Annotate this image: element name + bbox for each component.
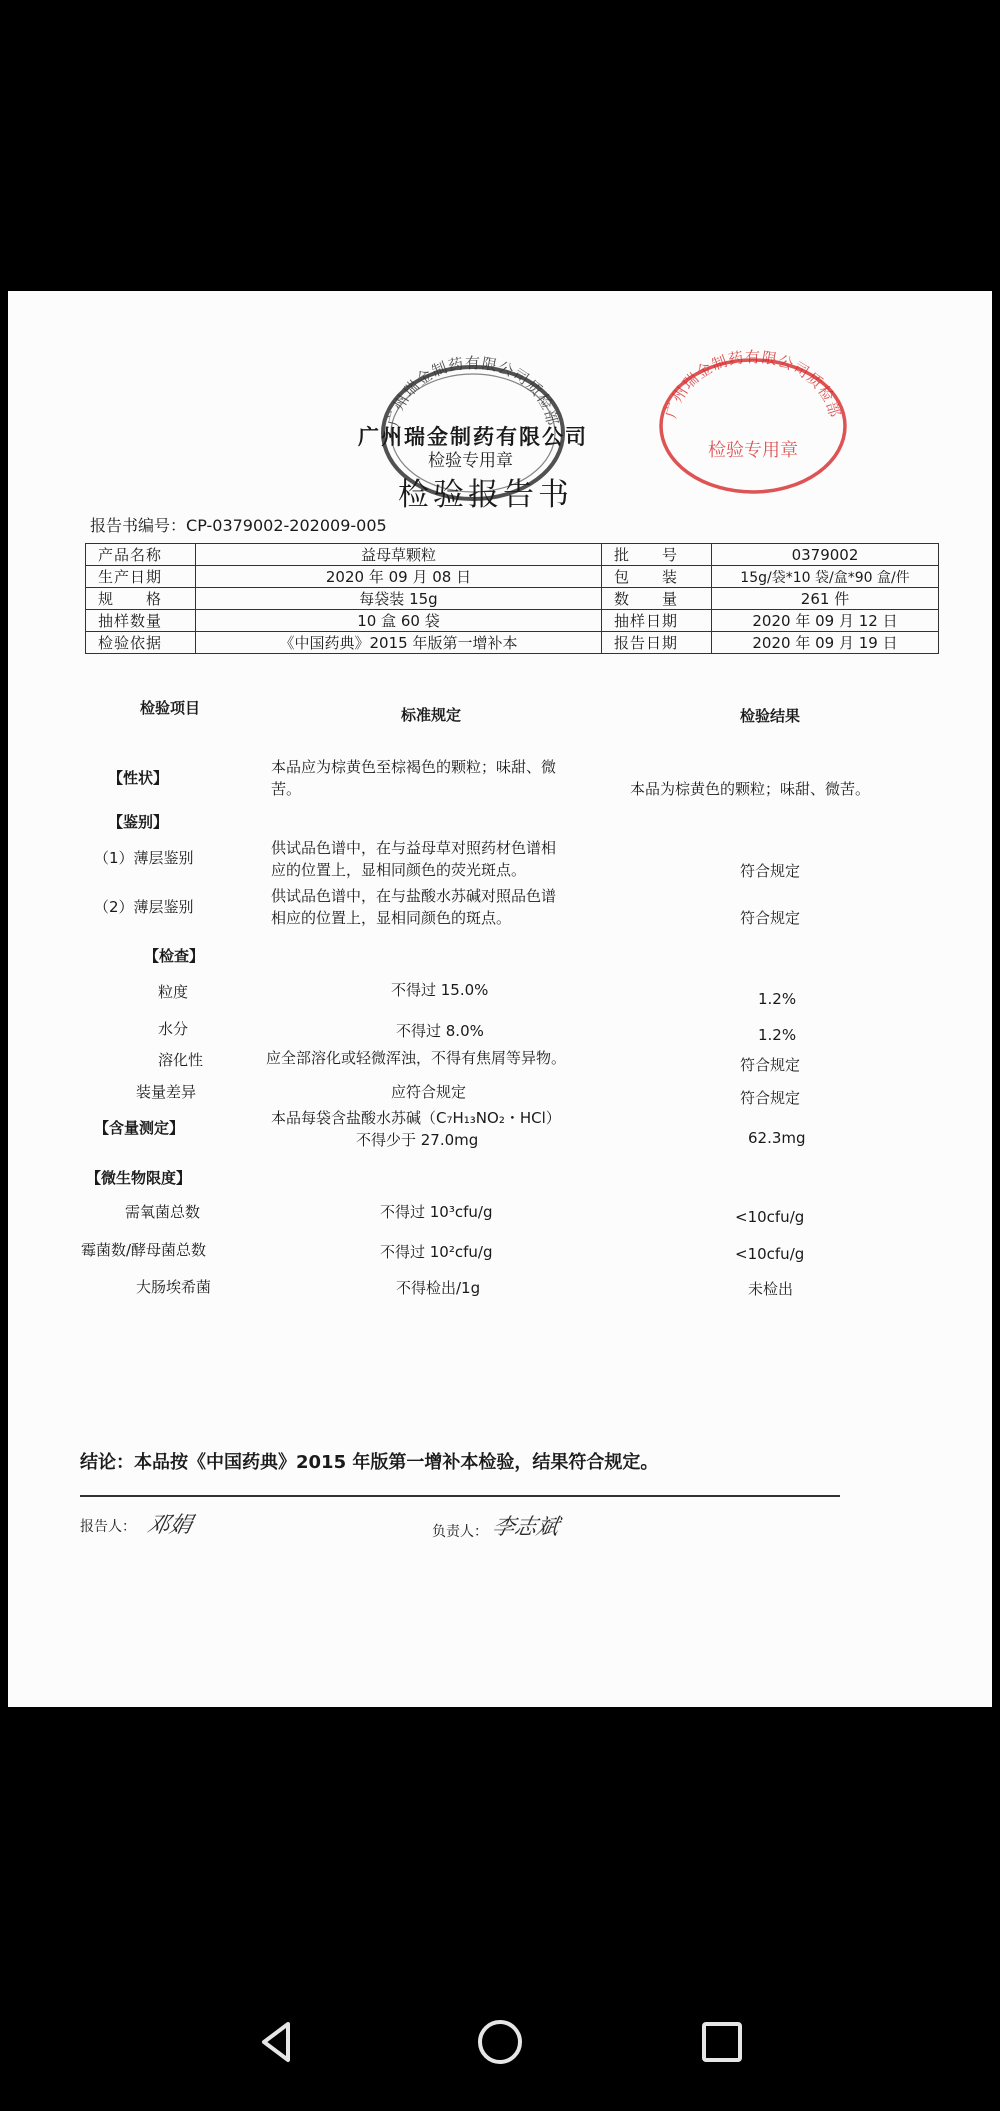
traits-standard-line-1: 本品应为棕黄色至棕褐色的颗粒；味甜、微 <box>271 758 557 776</box>
tlc-2-standard <box>271 885 556 929</box>
reporter-signature: 邓娟 <box>144 1513 195 1538</box>
column-header-result: 检验结果 <box>740 707 801 725</box>
table-row <box>86 566 939 588</box>
home-button[interactable] <box>470 2012 530 2072</box>
spec-value: 每袋装 15g <box>196 588 602 610</box>
checks-section: 【检查】 <box>144 947 205 965</box>
navigation-bar <box>0 1980 1000 2111</box>
company-name: 广州瑞金制药有限公司 <box>358 425 588 449</box>
quantity-label: 数 量 <box>602 588 712 610</box>
assay-section: 【含量测定】 <box>94 1119 185 1137</box>
packaging-value: 15g/袋*10 袋/盒*90 盒/件 <box>712 566 939 588</box>
fill-variation-standard: 应符合规定 <box>391 1083 467 1101</box>
mold-yeast-name: 霉菌数/酵母菌总数 <box>81 1241 207 1259</box>
tlc-2-standard-line-1: 供试品色谱中，在与盐酸水苏碱对照品色谱 <box>271 887 557 905</box>
mold-yeast-standard: 不得过 10²cfu/g <box>380 1243 493 1261</box>
product-name-label: 产品名称 <box>86 544 196 566</box>
moisture-name: 水分 <box>158 1020 189 1038</box>
microbial-section: 【微生物限度】 <box>86 1169 192 1187</box>
identification-section: 【鉴别】 <box>108 813 169 831</box>
batch-value: 0379002 <box>712 544 939 566</box>
aerobic-count-standard: 不得过 10³cfu/g <box>380 1203 493 1221</box>
assay-standard-line-1: 本品每袋含盐酸水苏碱（C₇H₁₃NO₂・HCl） <box>271 1109 561 1127</box>
right-seal-ring-text: 广州瑞金制药有限公司质检部 <box>661 348 845 421</box>
spec-label: 规 格 <box>86 588 196 610</box>
traits-result: 本品为棕黄色的颗粒；味甜、微苦。 <box>630 780 871 798</box>
mold-yeast-result: <10cfu/g <box>735 1245 805 1263</box>
column-header-standard: 标准规定 <box>401 706 462 724</box>
granularity-standard: 不得过 15.0% <box>391 981 489 999</box>
tlc-1-standard-line-1: 供试品色谱中，在与益母草对照药材色谱相 <box>271 839 557 857</box>
production-date-value: 2020 年 09 月 08 日 <box>196 566 602 588</box>
tlc-1-standard <box>271 837 556 881</box>
right-seal-center-text: 检验专用章 <box>708 440 798 461</box>
report-number <box>90 513 387 536</box>
ecoli-result: 未检出 <box>748 1280 794 1298</box>
aerobic-count-result: <10cfu/g <box>735 1208 805 1226</box>
sample-qty-value: 10 盒 60 袋 <box>196 610 602 632</box>
solubility-result: 符合规定 <box>740 1056 801 1074</box>
responsible-signature: 李志斌 <box>489 1515 562 1540</box>
conclusion: 结论：本品按《中国药典》2015 年版第一增补本检验，结果符合规定。 <box>80 1452 659 1473</box>
assay-standard <box>271 1107 561 1151</box>
report-date-value: 2020 年 09 月 19 日 <box>712 632 939 654</box>
tlc-1-standard-line-2: 应的位置上，显相同颜色的荧光斑点。 <box>271 861 527 879</box>
table-row <box>86 632 939 654</box>
solubility-name: 溶化性 <box>158 1051 204 1069</box>
department-label: 检验专用章 <box>428 451 513 471</box>
reporter-label: 报告人： <box>80 1519 136 1535</box>
column-header-item: 检验项目 <box>140 699 201 717</box>
tlc-2-result: 符合规定 <box>740 909 801 927</box>
sample-qty-label: 抽样数量 <box>86 610 196 632</box>
left-seal-text: 广州瑞金制药有限公司质检部 <box>384 354 562 429</box>
tlc-2-name: （2）薄层鉴别 <box>94 898 194 916</box>
recents-icon <box>692 2012 752 2072</box>
traits-standard <box>271 756 556 800</box>
ecoli-name: 大肠埃希菌 <box>136 1278 212 1296</box>
back-icon <box>248 2012 308 2072</box>
basis-value: 《中国药典》2015 年版第一增补本 <box>196 632 602 654</box>
product-info-table <box>85 543 939 654</box>
sample-date-value: 2020 年 09 月 12 日 <box>712 610 939 632</box>
report-title: 检验报告书 <box>398 477 573 513</box>
quantity-value: 261 件 <box>712 588 939 610</box>
assay-result: 62.3mg <box>748 1129 806 1147</box>
granularity-result: 1.2% <box>758 990 797 1008</box>
packaging-label: 包 装 <box>602 566 712 588</box>
traits-standard-line-2: 苦。 <box>271 780 302 798</box>
responsible-label: 负责人： <box>432 1524 488 1540</box>
tlc-2-standard-line-2: 相应的位置上，显相同颜色的斑点。 <box>271 909 512 927</box>
basis-label: 检验依据 <box>86 632 196 654</box>
home-icon <box>470 2012 530 2072</box>
table-row <box>86 588 939 610</box>
report-date-label: 报告日期 <box>602 632 712 654</box>
fill-variation-result: 符合规定 <box>740 1089 801 1107</box>
traits-section: 【性状】 <box>108 769 169 787</box>
product-name-value: 益母草颗粒 <box>196 544 602 566</box>
recents-button[interactable] <box>692 2012 752 2072</box>
report-number-value: CP-0379002-202009-005 <box>186 516 387 535</box>
granularity-name: 粒度 <box>158 983 189 1001</box>
table-row <box>86 544 939 566</box>
report-number-label: 报告书编号： <box>90 516 187 535</box>
sample-date-label: 抽样日期 <box>602 610 712 632</box>
batch-label: 批 号 <box>602 544 712 566</box>
production-date-label: 生产日期 <box>86 566 196 588</box>
svg-text:广州瑞金制药有限公司质检部 <box>384 354 562 428</box>
signature-divider <box>80 1495 840 1497</box>
solubility-standard: 应全部溶化或轻微浑浊，不得有焦屑等异物。 <box>266 1049 567 1067</box>
assay-standard-line-2: 不得少于 27.0mg <box>356 1131 479 1149</box>
table-row <box>86 610 939 632</box>
back-button[interactable] <box>248 2012 308 2072</box>
svg-text:广州瑞金制药有限公司质检部 <box>662 348 844 420</box>
tlc-1-name: （1）薄层鉴别 <box>94 849 194 867</box>
fill-variation-name: 装量差异 <box>136 1083 197 1101</box>
right-seal <box>643 346 863 501</box>
moisture-result: 1.2% <box>758 1026 797 1044</box>
aerobic-count-name: 需氧菌总数 <box>125 1203 201 1221</box>
report-document <box>8 291 992 1707</box>
ecoli-standard: 不得检出/1g <box>396 1279 481 1297</box>
tlc-1-result: 符合规定 <box>740 862 801 880</box>
moisture-standard: 不得过 8.0% <box>396 1022 484 1040</box>
